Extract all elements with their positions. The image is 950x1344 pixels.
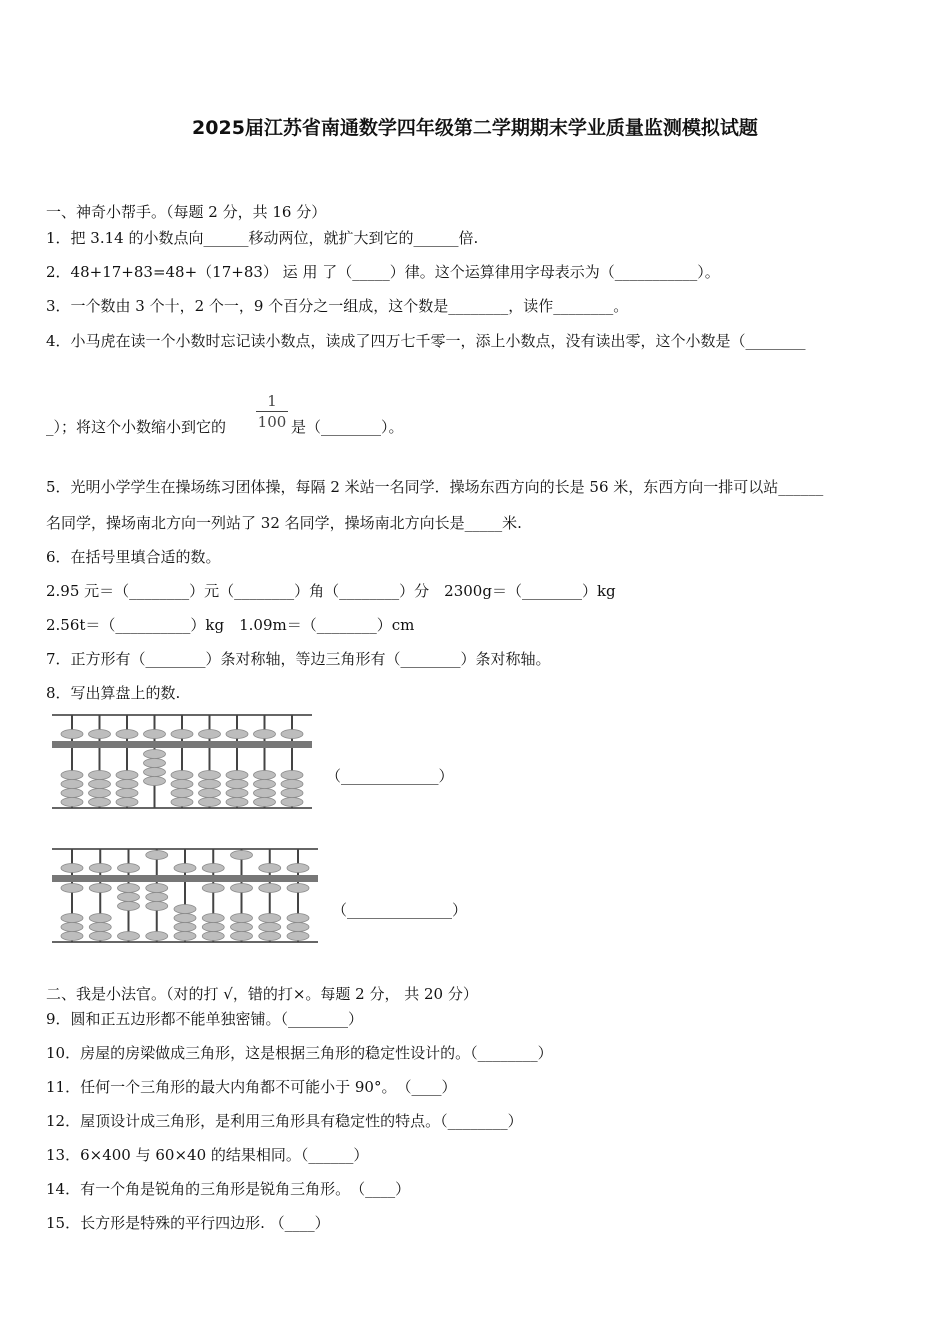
abacus-lower-bead — [287, 914, 309, 923]
abacus-lower-bead — [61, 789, 83, 798]
abacus-lower-bead — [259, 884, 281, 893]
question-15: 15．长方形是特殊的平行四边形. （____） — [46, 1214, 330, 1232]
abacus-upper-bead — [259, 864, 281, 873]
abacus-lower-bead — [118, 902, 140, 911]
abacus-lower-bead — [61, 923, 83, 932]
question-9: 9．圆和正五边形都不能单独密铺。（________） — [46, 1010, 364, 1028]
abacus-lower-bead — [281, 780, 303, 789]
abacus-lower-bead — [202, 923, 224, 932]
abacus-lower-bead — [202, 884, 224, 893]
question-5-line1: 5．光明小学学生在操场练习团体操，每隔 2 米站一名同学．操场东西方向的长是 56 米，东西方向一排可以站______ — [46, 478, 824, 496]
section1-heading: 一、神奇小帮手。（每题 2 分，共 16 分） — [46, 203, 327, 221]
abacus-lower-bead — [254, 780, 276, 789]
page-title: 2025届江苏省南通数学四年级第二学期期末学业质量监测模拟试题 — [192, 117, 758, 139]
abacus-lower-bead — [259, 914, 281, 923]
abacus-lower-bead — [259, 923, 281, 932]
abacus-1 — [52, 712, 312, 812]
abacus-upper-bead — [89, 864, 111, 873]
abacus-lower-bead — [199, 771, 221, 780]
abacus-lower-bead — [202, 914, 224, 923]
abacus-upper-bead — [202, 864, 224, 873]
abacus-lower-bead — [174, 905, 196, 914]
question-10: 10．房屋的房梁做成三角形，这是根据三角形的稳定性设计的。（________） — [46, 1044, 553, 1062]
abacus-lower-bead — [89, 798, 111, 807]
abacus-lower-bead — [146, 932, 168, 941]
abacus-beam — [52, 741, 312, 748]
abacus-lower-bead — [118, 893, 140, 902]
question-14: 14．有一个角是锐角的三角形是锐角三角形。 （____） — [46, 1180, 411, 1198]
abacus-lower-bead — [231, 884, 253, 893]
abacus-lower-bead — [61, 884, 83, 893]
question-3: 3．一个数由 3 个十，2 个一，9 个百分之一组成，这个数是________，读作________。 — [46, 297, 629, 315]
abacus-lower-bead — [254, 771, 276, 780]
abacus-beam — [52, 875, 318, 882]
section2-heading: 二、我是小法官。（对的打 √，错的打×。每题 2 分， 共 20 分） — [46, 985, 478, 1003]
abacus-lower-bead — [281, 771, 303, 780]
abacus-upper-bead — [226, 730, 248, 739]
abacus-lower-bead — [89, 884, 111, 893]
abacus-lower-bead — [226, 789, 248, 798]
abacus-lower-bead — [118, 884, 140, 893]
fraction-denominator: 100 — [257, 413, 287, 431]
abacus-lower-bead — [199, 789, 221, 798]
abacus-upper-bead — [61, 730, 83, 739]
abacus-1-answer-blank: （_____________） — [326, 767, 454, 785]
abacus-upper-bead — [89, 730, 111, 739]
abacus-lower-bead — [231, 914, 253, 923]
abacus-lower-bead — [116, 780, 138, 789]
abacus-2 — [52, 846, 318, 946]
fraction-one-hundredth — [256, 392, 288, 431]
abacus-upper-bead — [174, 864, 196, 873]
question-13: 13．6×400 与 60×40 的结果相同。（______） — [46, 1146, 369, 1164]
abacus-upper-bead — [199, 730, 221, 739]
question-1: 1．把 3.14 的小数点向______移动两位，就扩大到它的______倍. — [46, 229, 479, 247]
abacus-lower-bead — [254, 789, 276, 798]
question-5-line2: 名同学，操场南北方向一列站了 32 名同学，操场南北方向长是_____米. — [46, 514, 522, 532]
abacus-lower-bead — [171, 789, 193, 798]
abacus-lower-bead — [231, 923, 253, 932]
abacus-lower-bead — [89, 932, 111, 941]
question-2: 2．48+17+83=48+（17+83） 运 用 了（_____）律。这个运算律用字母表示为（___________）。 — [46, 263, 720, 281]
abacus-lower-bead — [61, 780, 83, 789]
abacus-upper-bead — [61, 864, 83, 873]
abacus-lower-bead — [144, 750, 166, 759]
abacus-lower-bead — [231, 932, 253, 941]
question-4-line2b: 是（________）。 — [291, 418, 404, 436]
abacus-lower-bead — [226, 798, 248, 807]
abacus-upper-bead — [144, 730, 166, 739]
question-6-row1: 2.95 元＝（________）元（________）角（________）分 2300g＝（________）kg — [46, 582, 616, 600]
abacus-lower-bead — [199, 780, 221, 789]
abacus-lower-bead — [281, 798, 303, 807]
fraction-numerator: 1 — [267, 392, 277, 410]
abacus-lower-bead — [61, 798, 83, 807]
question-12: 12．屋顶设计成三角形，是利用三角形具有稳定性的特点。（________） — [46, 1112, 523, 1130]
abacus-lower-bead — [287, 932, 309, 941]
question-6-row2: 2.56t＝（__________）kg 1.09m＝（________）cm — [46, 616, 415, 634]
abacus-lower-bead — [174, 914, 196, 923]
abacus-lower-bead — [287, 884, 309, 893]
question-8: 8．写出算盘上的数. — [46, 684, 181, 702]
abacus-lower-bead — [281, 789, 303, 798]
abacus-lower-bead — [171, 780, 193, 789]
abacus-upper-bead — [146, 851, 168, 860]
question-7: 7．正方形有（________）条对称轴，等边三角形有（________）条对称轴。 — [46, 650, 551, 668]
abacus-2-answer-blank: （______________） — [332, 901, 468, 919]
abacus-lower-bead — [146, 893, 168, 902]
abacus-lower-bead — [174, 932, 196, 941]
abacus-lower-bead — [171, 798, 193, 807]
abacus-lower-bead — [89, 789, 111, 798]
abacus-lower-bead — [116, 789, 138, 798]
question-6: 6．在括号里填合适的数。 — [46, 548, 221, 566]
abacus-lower-bead — [116, 798, 138, 807]
abacus-lower-bead — [146, 884, 168, 893]
abacus-lower-bead — [226, 771, 248, 780]
abacus-upper-bead — [231, 851, 253, 860]
abacus-lower-bead — [259, 932, 281, 941]
abacus-lower-bead — [144, 777, 166, 786]
abacus-upper-bead — [281, 730, 303, 739]
abacus-lower-bead — [89, 914, 111, 923]
abacus-lower-bead — [174, 923, 196, 932]
abacus-lower-bead — [171, 771, 193, 780]
abacus-lower-bead — [118, 932, 140, 941]
abacus-lower-bead — [287, 923, 309, 932]
abacus-lower-bead — [89, 780, 111, 789]
abacus-lower-bead — [61, 932, 83, 941]
abacus-lower-bead — [146, 902, 168, 911]
abacus-lower-bead — [226, 780, 248, 789]
question-4-line1: 4．小马虎在读一个小数时忘记读小数点，读成了四万七千零一，添上小数点，没有读出零，这个小数是（________ — [46, 332, 806, 350]
abacus-lower-bead — [116, 771, 138, 780]
abacus-upper-bead — [254, 730, 276, 739]
question-4-line2a: _）；将这个小数缩小到它的 — [46, 418, 227, 436]
abacus-lower-bead — [61, 771, 83, 780]
question-11: 11．任何一个三角形的最大内角都不可能小于 90°。 （____） — [46, 1078, 457, 1096]
abacus-lower-bead — [199, 798, 221, 807]
abacus-lower-bead — [89, 923, 111, 932]
abacus-upper-bead — [118, 864, 140, 873]
abacus-lower-bead — [144, 768, 166, 777]
abacus-lower-bead — [144, 759, 166, 768]
abacus-upper-bead — [171, 730, 193, 739]
abacus-lower-bead — [254, 798, 276, 807]
abacus-lower-bead — [89, 771, 111, 780]
abacus-upper-bead — [287, 864, 309, 873]
abacus-upper-bead — [116, 730, 138, 739]
abacus-lower-bead — [202, 932, 224, 941]
abacus-lower-bead — [61, 914, 83, 923]
